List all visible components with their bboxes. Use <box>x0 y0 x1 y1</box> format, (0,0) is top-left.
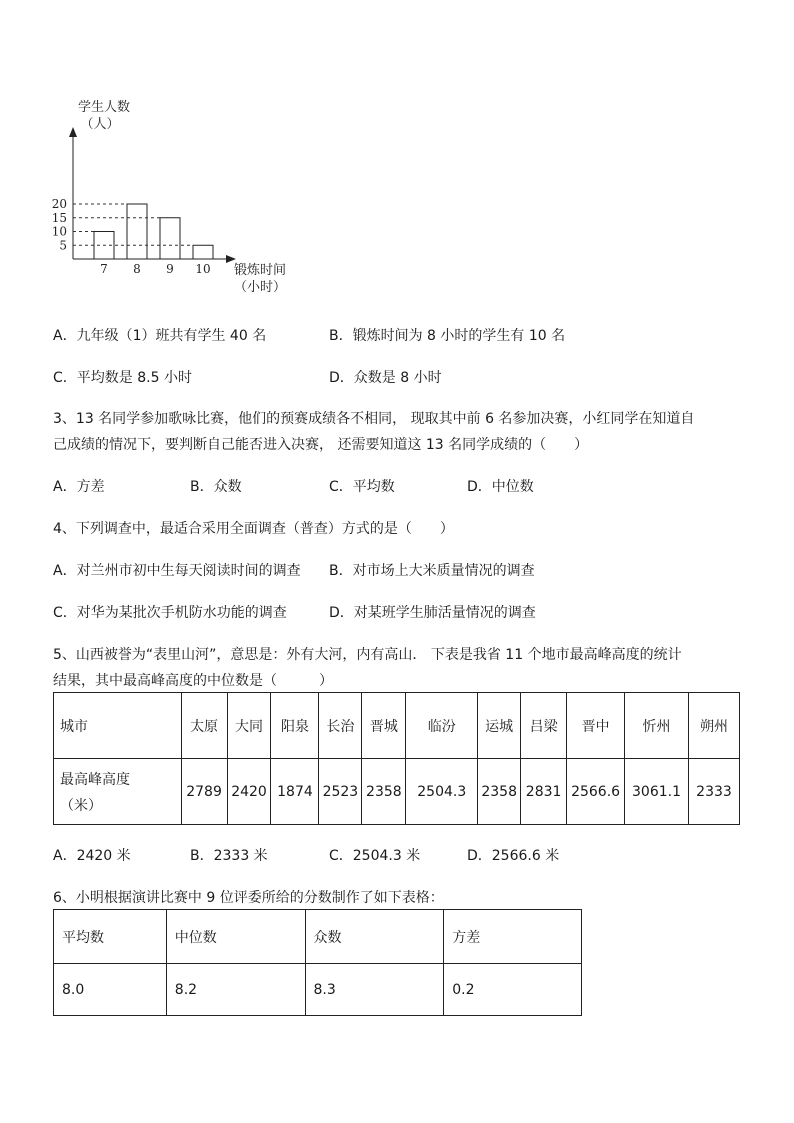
height-label-line1: 最高峰高度 <box>60 771 130 788</box>
q2-option-b: B．锻炼时间为 8 小时的学生有 10 名 <box>329 328 566 344</box>
y-tick-label: 10 <box>51 224 67 239</box>
q6-score-table <box>53 909 582 1016</box>
x-tick-label: 9 <box>166 262 174 276</box>
bar <box>193 245 213 259</box>
q2-option-d: D．众数是 8 小时 <box>329 370 442 386</box>
q3-option-c: C．平均数 <box>329 479 395 495</box>
height-label-line2: （米） <box>60 797 102 814</box>
q4-stem: 4、下列调查中，最适合采用全面调查（普查）方式的是（ ） <box>53 521 454 537</box>
bar <box>160 218 180 259</box>
height-cell: 1874 <box>271 759 319 825</box>
stat-header-cell: 平均数 <box>54 910 167 964</box>
height-cell: 2789 <box>181 759 227 825</box>
q4-option-b: B．对市场上大米质量情况的调查 <box>329 563 535 579</box>
x-axis-arrow <box>226 255 236 263</box>
q4-option-c: C．对华为某批次手机防水功能的调查 <box>53 605 287 621</box>
city-cell: 运城 <box>478 693 521 759</box>
y-tick-label: 20 <box>51 197 67 211</box>
stat-value-cell: 0.2 <box>444 964 582 1016</box>
y-axis-title-line2: （人） <box>80 117 120 132</box>
y-axis-title-line1: 学生人数 <box>77 100 131 115</box>
x-axis-title-line2: （小时） <box>233 280 287 295</box>
table-row <box>54 910 582 964</box>
y-tick-label: 15 <box>51 210 67 225</box>
q4-option-d: D．对某班学生肺活量情况的调查 <box>329 605 536 621</box>
height-cell: 2523 <box>319 759 362 825</box>
city-cell: 晋城 <box>362 693 406 759</box>
stat-header-cell: 众数 <box>305 910 444 964</box>
stat-value-cell: 8.3 <box>305 964 444 1016</box>
q4-option-a: A．对兰州市初中生每天阅读时间的调查 <box>53 563 301 579</box>
x-tick-label: 8 <box>133 262 141 276</box>
q5-option-b: B．2333 米 <box>190 848 268 864</box>
city-cell: 太原 <box>181 693 227 759</box>
table-row <box>54 964 582 1016</box>
stat-value-cell: 8.2 <box>166 964 305 1016</box>
q3-option-d: D．中位数 <box>467 479 534 495</box>
height-cell: 2831 <box>521 759 567 825</box>
q3-option-a: A．方差 <box>53 479 105 495</box>
city-cell: 临汾 <box>406 693 478 759</box>
q3-option-b: B．众数 <box>190 479 242 495</box>
exercise-time-bar-chart <box>40 95 300 300</box>
q5-option-d: D．2566.6 米 <box>467 848 560 864</box>
height-label-cell <box>54 759 182 825</box>
q2-option-a: A．九年级（1）班共有学生 40 名 <box>53 328 267 344</box>
city-cell: 大同 <box>227 693 271 759</box>
height-cell: 2504.3 <box>406 759 478 825</box>
height-cell: 2566.6 <box>567 759 625 825</box>
q6-stem: 6、小明根据演讲比赛中 9 位评委所给的分数制作了如下表格： <box>53 890 444 906</box>
stat-header-cell: 方差 <box>444 910 582 964</box>
stat-header-cell: 中位数 <box>166 910 305 964</box>
q3-stem-line1: 3、13 名同学参加歌咏比赛，他们的预赛成绩各不相同， 现取其中前 6 名参加决赛，小红同学在知道自 <box>53 411 695 427</box>
x-tick-label: 10 <box>195 262 211 276</box>
q5-stem-line1: 5、山西被誉为“表里山河”，意思是：外有大河，内有高山． 下表是我省 11 个地市最高峰高度的统计 <box>53 647 682 663</box>
x-tick-label: 7 <box>100 262 108 276</box>
q5-option-c: C．2504.3 米 <box>329 848 421 864</box>
table-header-cell: 城市 <box>54 693 182 759</box>
y-axis-arrow <box>69 127 77 137</box>
q3-stem-line2: 己成绩的情况下，要判断自己能否进入决赛， 还需要知道这 13 名同学成绩的（ ） <box>53 437 589 453</box>
city-cell: 朔州 <box>688 693 739 759</box>
height-cell: 2333 <box>688 759 739 825</box>
table-row <box>54 693 740 759</box>
y-tick-label: 5 <box>59 238 67 253</box>
q5-stem-line2: 结果，其中最高峰高度的中位数是（ ） <box>53 673 333 689</box>
city-cell: 阳泉 <box>271 693 319 759</box>
city-cell: 晋中 <box>567 693 625 759</box>
stat-value-cell: 8.0 <box>54 964 167 1016</box>
height-cell: 2420 <box>227 759 271 825</box>
table-row <box>54 759 740 825</box>
city-cell: 吕梁 <box>521 693 567 759</box>
city-cell: 忻州 <box>625 693 689 759</box>
q5-height-table <box>53 692 740 825</box>
height-cell: 2358 <box>362 759 406 825</box>
q5-option-a: A．2420 米 <box>53 848 131 864</box>
city-cell: 长治 <box>319 693 362 759</box>
height-cell: 2358 <box>478 759 521 825</box>
q2-option-c: C．平均数是 8.5 小时 <box>53 370 192 386</box>
x-axis-title-line1: 锻炼时间 <box>233 263 287 278</box>
bar <box>127 204 147 259</box>
height-cell: 3061.1 <box>625 759 689 825</box>
